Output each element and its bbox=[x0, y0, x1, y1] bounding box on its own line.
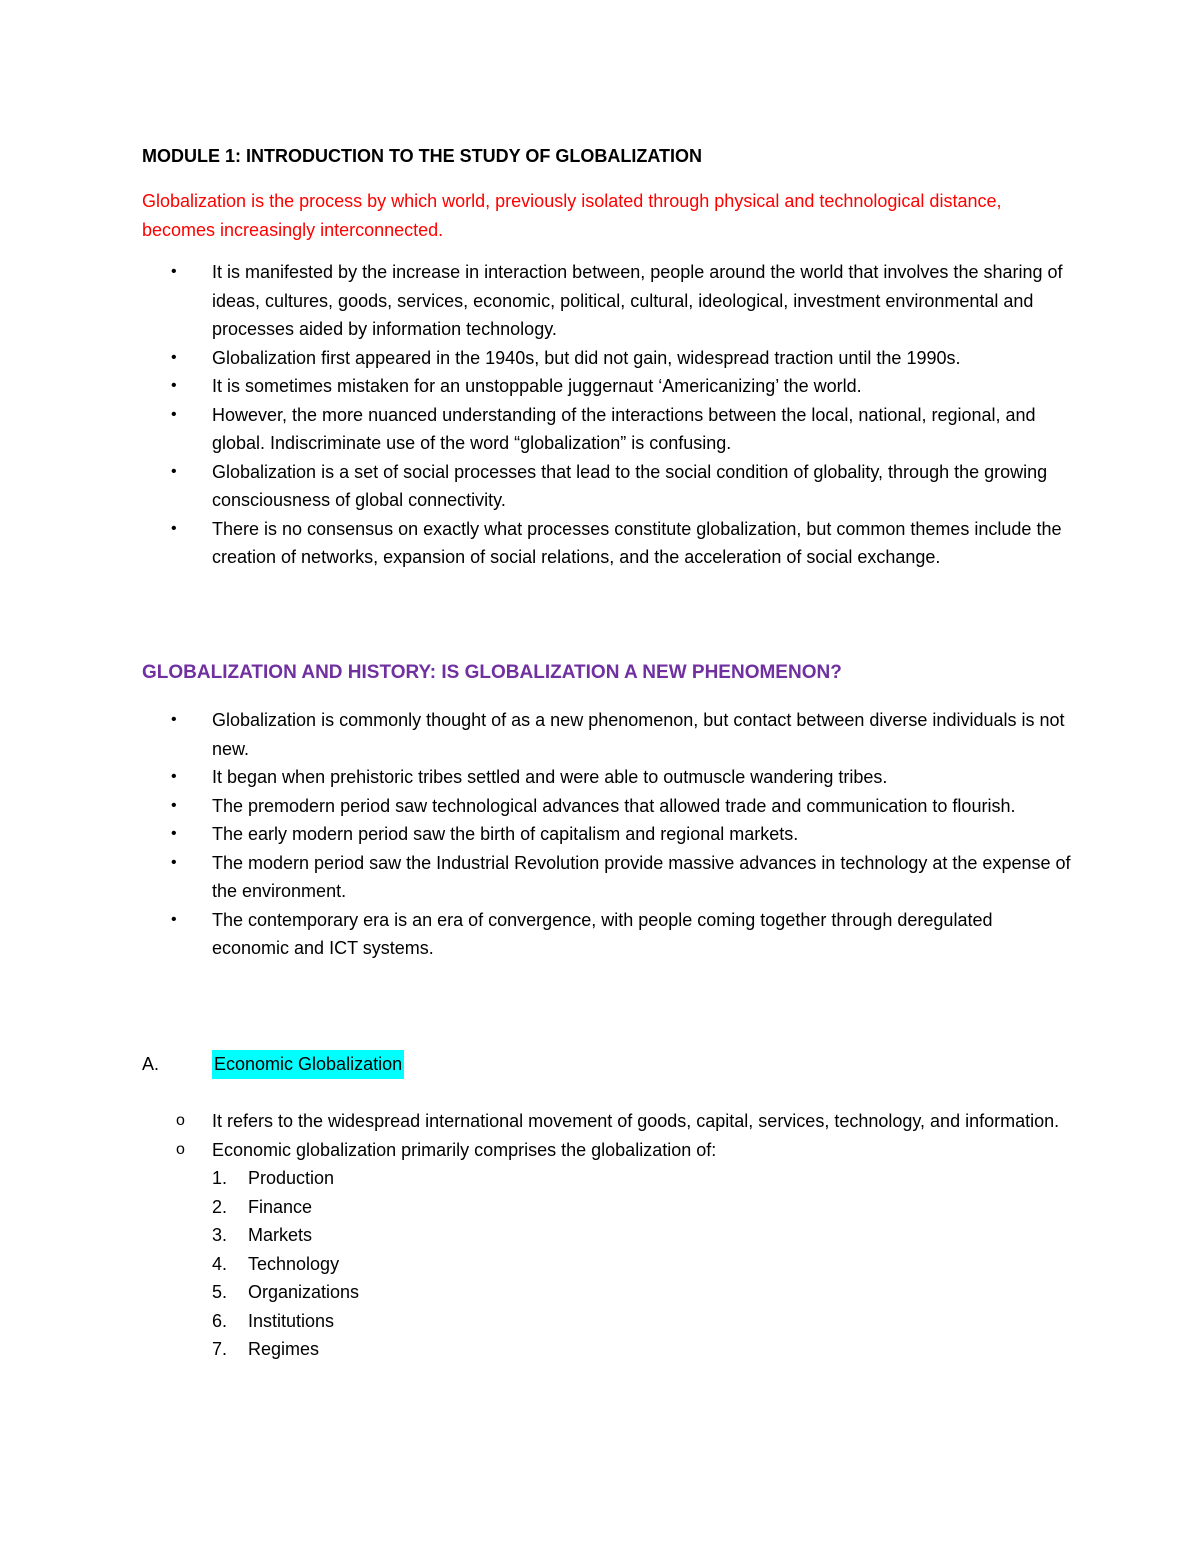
list-item: o Economic globalization primarily comprises the globalization of: 1. Production 2. Finance 3. Markets 4. Technology 5. Organizations 6. Institutions 7. Regimes bbox=[142, 1136, 1072, 1364]
list-item: o It refers to the widespread international movement of goods, capital, services, technology, and information. bbox=[142, 1107, 1072, 1136]
list-item: • Globalization is commonly thought of as a new phenomenon, but contact between diverse individuals is not new. bbox=[142, 706, 1072, 763]
bullet-icon: • bbox=[171, 768, 177, 785]
list-item: • However, the more nuanced understanding of the interactions between the local, national, regional, and global. Indiscriminate use of the word “globalization” is confusing. bbox=[142, 401, 1072, 458]
economic-globalization-heading bbox=[142, 1050, 404, 1079]
economic-components-list bbox=[212, 1164, 1072, 1364]
bullet-icon: • bbox=[171, 910, 177, 928]
numbered-item: 3. Markets bbox=[212, 1225, 313, 1245]
module-title: MODULE 1: INTRODUCTION TO THE STUDY OF GLOBALIZATION bbox=[142, 146, 702, 166]
list-item: • The premodern period saw technological advances that allowed trade and communication to flourish. bbox=[142, 792, 1072, 821]
numbered-item: 5. Organizations bbox=[212, 1282, 360, 1302]
history-section-heading: GLOBALIZATION AND HISTORY: IS GLOBALIZATION A NEW PHENOMENON? bbox=[142, 662, 842, 683]
bullet-icon: • bbox=[171, 405, 177, 423]
bullet-icon: • bbox=[171, 796, 177, 814]
circle-bullet-icon: o bbox=[176, 1140, 185, 1158]
numbered-item: 1. Production bbox=[212, 1168, 335, 1188]
bullet-icon: • bbox=[171, 711, 177, 728]
intro-bullet-list bbox=[142, 258, 1072, 572]
circle-bullet-icon: o bbox=[176, 1112, 185, 1129]
list-item: • It began when prehistoric tribes settled and were able to outmuscle wandering tribes. bbox=[142, 763, 1072, 792]
bullet-icon: • bbox=[171, 263, 177, 280]
list-item: • Globalization first appeared in the 1940s, but did not gain, widespread traction until the 1990s. bbox=[142, 344, 1072, 373]
numbered-item: 2. Finance bbox=[212, 1196, 313, 1217]
numbered-item: 7. Regimes bbox=[212, 1339, 320, 1359]
globalization-definition: Globalization is the process by which world, previously isolated through physical and technological distance, becomes increasingly interconnected. bbox=[142, 191, 1002, 240]
bullet-icon: • bbox=[171, 519, 177, 537]
history-bullet-list bbox=[142, 706, 1072, 963]
highlighted-label: Economic Globalization bbox=[212, 1050, 404, 1079]
list-item: • The early modern period saw the birth of capitalism and regional markets. bbox=[142, 820, 1072, 849]
list-letter: A. bbox=[142, 1054, 160, 1074]
list-item: • It is sometimes mistaken for an unstoppable juggernaut ‘Americanizing’ the world. bbox=[142, 372, 1072, 401]
bullet-icon: • bbox=[171, 462, 177, 480]
bullet-icon: • bbox=[171, 825, 177, 842]
list-item: • There is no consensus on exactly what processes constitute globalization, but common themes include the creation of networks, expansion of social relations, and the acceleration of social exchange. bbox=[142, 515, 1072, 572]
numbered-item: 6. Institutions bbox=[212, 1310, 335, 1331]
list-item: • The contemporary era is an era of convergence, with people coming together through deregulated economic and ICT systems. bbox=[142, 906, 1072, 963]
bullet-icon: • bbox=[171, 853, 177, 871]
numbered-item: 4. Technology bbox=[212, 1253, 340, 1274]
bullet-icon: • bbox=[171, 377, 177, 394]
bullet-icon: • bbox=[171, 348, 177, 366]
list-item: • Globalization is a set of social processes that lead to the social condition of globality, through the growing consciousness of global connectivity. bbox=[142, 458, 1072, 515]
economic-points-list bbox=[142, 1107, 1072, 1364]
list-item: • It is manifested by the increase in interaction between, people around the world that involves the sharing of ideas, cultures, goods, services, economic, political, cultural, ideological, investment environmental and processes aided by information technology. bbox=[142, 258, 1072, 344]
list-item: • The modern period saw the Industrial Revolution provide massive advances in technology at the expense of the environment. bbox=[142, 849, 1072, 906]
